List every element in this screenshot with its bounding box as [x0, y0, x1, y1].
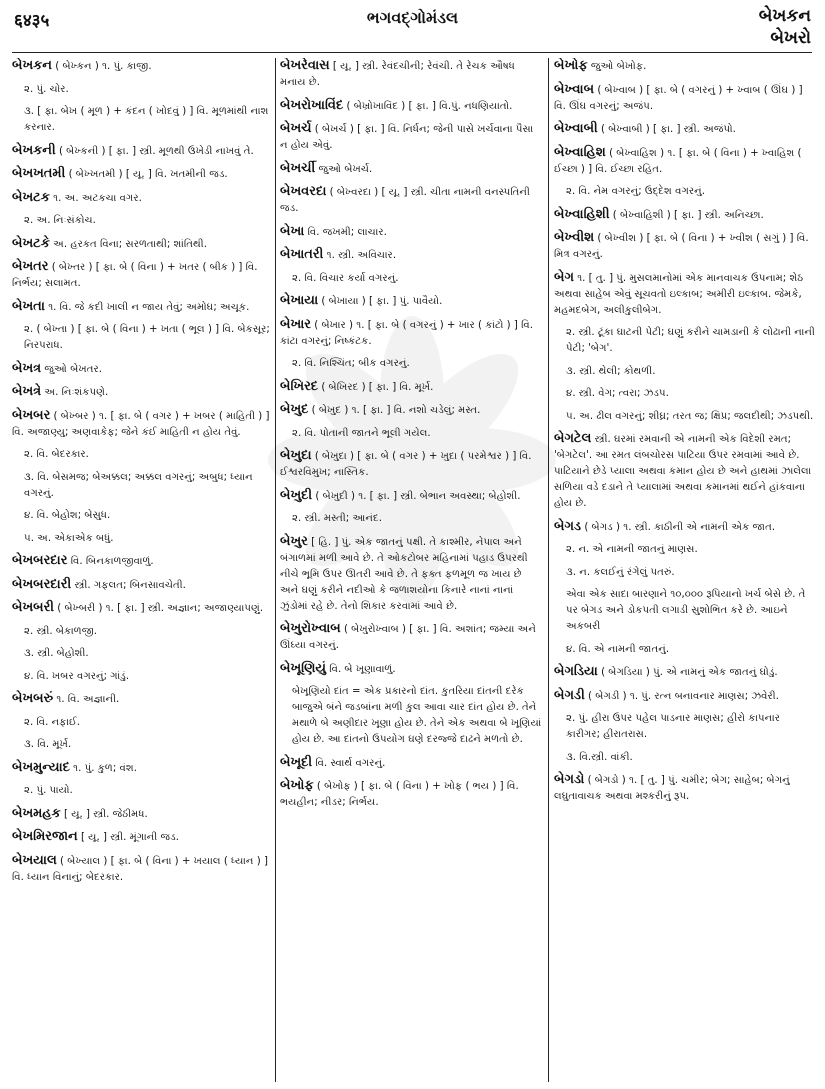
entry-definition: ૪. વિ. બેહોશ; બેસુધ. — [24, 510, 111, 521]
dictionary-entry — [12, 447, 270, 463]
dictionary-entry — [12, 104, 270, 136]
dictionary-entry — [554, 642, 816, 658]
dictionary-entry — [554, 386, 816, 402]
entry-definition: એવા એક સાદા બારણાને ૧૦,૦૦૦ રૂપિયાનો ખર્ચ બેસે છે. તે પર બેગડ અને ડોકપતી લગાડી સુશોભિત કરે છે. આઇને અકબરી — [566, 589, 806, 632]
entry-definition: ( બેખ્વીશ ) [ ફા. બે ( વિના ) + ખ્વીશ ( સગું ) ] વિ. મિત્ર વગરનું. — [554, 233, 809, 260]
entry-definition: ( બેખ્બર ) ૧. [ ફા. બે ( વગર ) + ખબર ( માહિતી ) ] વિ. અજાણ્યુ; અણવાકેફ; જેને કંઈ માહિતી ન હોય તેવું. — [12, 410, 270, 438]
dictionary-entry — [280, 224, 542, 241]
page-header — [0, 0, 825, 60]
headword: બેખ્વીશ — [554, 230, 595, 245]
dictionary-entry — [12, 166, 270, 183]
entry-definition: ૨. પું. હીરા ઉપર પહેલ પાડનાર માણસ; હીરો કાપનાર કારીગર; હીરાતરાસ. — [566, 713, 780, 740]
dictionary-entry — [12, 190, 270, 207]
entry-definition: ૨. વિ. નેમ વગરનું; ઉદ્દેશ વગરનું. — [566, 186, 705, 197]
entry-definition: ( બેગડિયા ) પું. એ નામનું એક જાતનું ઘોડું. — [601, 667, 778, 678]
headword: બેખકની — [12, 142, 56, 158]
dictionary-entry — [554, 270, 816, 319]
dictionary-entry — [554, 565, 816, 581]
entry-definition: વિ. બિનકાળજીવાળું. — [70, 556, 154, 567]
entry-definition: ૩. [ ફા. બેખ ( મૂળ ) + કંદન ( ખોદવું ) ] વિ. મૂળમાંથી નાશ કરનાર. — [24, 106, 269, 133]
dictionary-entry — [280, 511, 542, 527]
entry-definition: ( બેખુદી ) ૧. [ ફા. ] સ્ત્રી. બેભાન અવસ્થા; બેહોશી. — [315, 490, 521, 502]
entry-definition: ૨. વિ. પોતાની જાતને ભૂલી ગયેલ. — [292, 427, 431, 439]
headword: બેખરેવાસ — [280, 58, 330, 73]
dictionary-entry — [280, 778, 542, 811]
entry-definition: ( બેખુદ ) ૧. [ ફા. ] વિ. નશો ચડેલું; મસ્ત. — [311, 405, 481, 416]
dictionary-entry — [554, 58, 816, 75]
entry-definition: ( બેખ્તર ) [ ફા. બે ( વિના ) + ખતર ( બીક ) ] વિ. નિર્ભય; સલામત. — [12, 262, 258, 289]
headword: બેખબરદારી — [12, 576, 72, 592]
entry-definition: ( બેખ્વાબ ) [ ફા. બે ( વગરનું ) + ખ્વાબ ( ઊંઘ ) ] વિ. ઊંઘ વગરનું; અજંપ. — [554, 84, 803, 112]
entry-definition: બેખૂણિયો દાંત = એક પ્રકારનો દાંત. કુતરિયા દાંતની દરેક બાજુએ બંને જડબાંના મળી કુલ આવા ચાર દાંત હોય છે. તેને મથાળે બે અણીદાર ખૂણા હોય છે. તેને એક અથવા બે ખૂણિયાં હોય છે. આ દાંતનો ઉપયોગ ઘણે દરજ્જે દાઢને મળતો છે. — [292, 686, 542, 745]
entry-definition: ( બેખ્વાહિશ ) ૧. [ ફા. બે ( વિના ) + ખ્વાહિશ ( ઈચ્છા ) ] વિ. ઈચ્છા રહિત. — [554, 147, 802, 175]
headword: બેખૂદી — [280, 754, 313, 770]
entry-definition: ૩. વિ. મૂર્ખ. — [24, 739, 72, 750]
entry-definition: [ હિ. ] પું. એક જાતનું પક્ષી. તે કાશ્મીર, નેપાલ અને બંગાળમાં મળી આવે છે. તે ઓકટોબર મહિનામાં પહાડ ઉપરથી નીચે ભૂમિ ઉપર ઊતરી આવે છે. તે ફક્ત ફળમૂળ જ ખાય છે અને ઘણું કરીને નદીઓ કે જળાશયોના કિનારે નાનાં નાનાં ઝુંડોમાં રહે છે. તેનો શિકાર કરવામાં આવે છે. — [280, 536, 528, 612]
column-3 — [554, 58, 816, 1084]
entry-definition: ( બેખુદા ) [ ફા. બે ( વગર ) + ખુદા ( પરમેશ્વર ) ] વિ. ઈશ્વરવિમુખ; નાસ્તિક. — [280, 451, 532, 478]
dictionary-entry — [12, 691, 270, 708]
dictionary-entry — [280, 317, 542, 350]
headword: બેગડિયા — [554, 664, 598, 679]
entry-definition: ૨. સ્ત્રી. મસ્તી; આનંદ. — [292, 513, 382, 524]
dictionary-entry — [280, 488, 542, 505]
dictionary-entry — [280, 58, 542, 91]
entry-definition: ૧. પું. કુળ; વંશ. — [73, 762, 137, 774]
dictionary-entry — [554, 664, 816, 681]
entry-definition: [ યૂ. ] સ્ત્રી. જેઠીમધ. — [63, 808, 148, 820]
headword: બેખાતરી — [280, 247, 324, 262]
dictionary-entry — [12, 259, 270, 292]
entry-definition: ( બેખિરદ ) [ ફા. ] વિ. મૂર્ખ. — [321, 381, 434, 393]
dictionary-entry — [12, 829, 270, 846]
dictionary-entry — [12, 760, 270, 777]
dictionary-entry — [12, 783, 270, 799]
dictionary-entry — [554, 230, 816, 263]
dictionary-entry — [554, 145, 816, 178]
dictionary-entry — [12, 299, 270, 316]
entry-definition: વિ. જખમી; લાચાર. — [307, 226, 387, 238]
entry-definition: ૧. વિ. અજ્ઞાની. — [56, 694, 120, 705]
headword: બેખ્વાબ — [554, 81, 595, 97]
headword: બેગડો — [554, 772, 585, 787]
headword: બેગડી — [554, 687, 585, 703]
dictionary-entry — [280, 621, 542, 654]
column-1 — [12, 58, 270, 1084]
dictionary-entry — [12, 853, 270, 886]
headword: બેખર્ચ — [280, 121, 312, 136]
entry-definition: ૧. વિ. જે કદી ખાલી ન જાય તેવું; અમોઘ; અચૂક. — [48, 301, 250, 313]
entry-definition: ( બેખાર ) ૧. [ ફા. બે ( વગરનું ) + ખાર ( કાંટો ) ] વિ. કાંટા વગરનું; નિષ્કંટક. — [280, 319, 533, 347]
dictionary-entry — [12, 236, 270, 253]
headword: બેખાર — [280, 316, 312, 332]
entry-definition: ૫. અ. ઢીલ વગરનું; શીઘ્ર; તરત જ; ક્ષિપ્ર; જલદીથી; ઝડપથી. — [566, 410, 814, 422]
entry-definition: ( બેખ્વરદા ) [ યૂ. ] સ્ત્રી. ચીતા નામની વનસ્પતિની જડ. — [280, 187, 530, 214]
entry-definition: ( બેખાયા ) [ ફા. ] પું. પાવૈયો. — [321, 296, 443, 307]
dictionary-entry — [280, 121, 542, 154]
dictionary-entry — [280, 379, 542, 396]
dictionary-entry — [12, 384, 270, 401]
entry-definition: ૩. ન. કલઈનું રંગેલું પતરું. — [566, 566, 675, 578]
headword: બેખખતમી — [12, 166, 66, 181]
entry-definition: ૪. વિ. ખબર વગરનું; ગાંડું. — [24, 670, 130, 682]
entry-definition: ૨. ન. એ નામની જાતનું માણસ. — [566, 544, 698, 555]
entry-definition: ૨. સ્ત્રી. બેકાળજી. — [24, 625, 98, 637]
entry-definition: [ યૂ. ] સ્ત્રી. મૂંગાની જડ. — [80, 832, 179, 843]
dictionary-entry — [12, 806, 270, 823]
dictionary-entry — [12, 624, 270, 640]
guide-word-last: બેખરો — [770, 28, 811, 48]
headword: બેખા — [280, 223, 305, 239]
dictionary-entry — [12, 553, 270, 570]
dictionary-entry — [554, 711, 816, 743]
entry-definition: ( બેખ્વાબી ) [ ફા. ] સ્ત્રી. અજંપો. — [601, 124, 736, 135]
entry-definition: અ. હરકત વિના; સરળતાથી; શાંતિથી. — [53, 238, 207, 250]
dictionary-entry — [554, 587, 816, 635]
entry-definition: જુઓ બેખોફ. — [590, 61, 647, 72]
dictionary-entry — [12, 737, 270, 753]
dictionary-entry — [554, 409, 816, 425]
headword: બેખકન — [12, 58, 52, 73]
dictionary-entry — [280, 448, 542, 481]
dictionary-entry — [280, 98, 542, 115]
dictionary-entry — [280, 661, 542, 678]
headword: બેખવરદા — [280, 184, 327, 199]
dictionary-entry — [12, 669, 270, 685]
headword: બેખટકે — [12, 235, 50, 251]
dictionary-entry — [554, 431, 816, 512]
entry-definition: ૨. અ. નિઃસંકોચ. — [24, 215, 96, 226]
headword: બેખરોખાવિંદ — [280, 97, 344, 113]
headword: બેગટેલ — [554, 431, 592, 446]
dictionary-entry — [280, 534, 542, 615]
dictionary-entry — [12, 322, 270, 354]
entry-definition: સ્ત્રી. ગફલત; બિનસાવચેતી. — [74, 579, 186, 591]
entry-definition: [ યૂ. ] સ્ત્રી. રેવંદચીની; રેવંચી. તે રેચક ઔષધ મનાય છે. — [280, 61, 515, 88]
entry-definition: ૨. પું. ચોર. — [24, 83, 69, 95]
entry-definition: અ. નિઃશંકપણે. — [44, 387, 109, 398]
entry-definition: ૪. સ્ત્રી. વેગ; ત્વરા; ઝડપ. — [566, 388, 669, 399]
entry-definition: ( બેખર્ચ ) [ ફા. ] વિ. નિર્ધન; જેની પાસે ખર્ચવાના પૈસા ન હોય એવું. — [280, 124, 534, 151]
headword: બેખબરું — [12, 691, 54, 706]
dictionary-entry — [280, 356, 542, 372]
entry-definition: ૩. વિ. બેસમજ; બેઅક્કલ; અક્કલ વગરનું; અબુધ; ધ્યાન વગરનું. — [24, 471, 253, 499]
entry-definition: ૨. વિ. બેદરકાર. — [24, 449, 89, 460]
entry-definition: ૧. [ તુ. ] પું. મુસલમાનોમાં એક માનવાચક ઉપનામ; શેઠ અથવા સાહેબ એવું સૂચવતો ઇલ્કાબ; અમીરી ઇલ્કાબ. જેમકે, મહમદબેગ, અલીકુલીબેગ. — [554, 272, 804, 316]
headword: બેખર્ચી — [280, 160, 316, 176]
entry-definition: ૨. વિ. નિશ્ચિંત; બીક વગરનું. — [292, 358, 410, 369]
dictionary-entry — [554, 519, 816, 536]
headword: બેખુદા — [280, 448, 312, 463]
entry-definition: ( બેખ્કન ) ૧. પું. કાજી. — [55, 61, 152, 72]
dictionary-entry — [12, 531, 270, 547]
entry-definition: જુઓ બેખર્ચ. — [318, 163, 373, 175]
headword: બેખબરદાર — [12, 553, 68, 568]
headword: બેખટક — [12, 189, 50, 205]
entry-definition: ( બેખ્કની ) [ ફા. ] સ્ત્રી. મૂળથી ઉખેડી નાખવું તે. — [58, 145, 254, 157]
dictionary-entry — [12, 577, 270, 594]
headword: બેખુર — [280, 533, 308, 549]
entry-definition: ૩. સ્ત્રી. બેહોશી. — [24, 648, 89, 659]
dictionary-entry — [12, 143, 270, 160]
dictionary-entry — [554, 207, 816, 224]
dictionary-entry — [12, 508, 270, 524]
headword: બેખોફ — [554, 58, 588, 73]
headword: બેખમુન્યાદ — [12, 759, 70, 775]
headword: બેગડ — [554, 518, 582, 534]
running-title: ભગવદ્ગોમંડલ — [366, 8, 459, 27]
headword: બેખબરી — [12, 600, 55, 615]
entry-definition: ૪. વિ. એ નામની જાતનું. — [566, 643, 670, 655]
dictionary-entry — [280, 271, 542, 287]
headword: બેખુદ — [280, 402, 309, 417]
dictionary-entry — [280, 684, 542, 748]
entry-definition: ( બેગડ ) ૧. સ્ત્રી. કાઠીની એ નામની એક જાત. — [584, 521, 776, 533]
dictionary-entry — [554, 184, 816, 200]
entry-definition: ( બેખ્રોખાવિંદ ) [ ફા. ] વિ.પું. નધણિયાતો. — [346, 100, 513, 112]
dictionary-entry — [554, 325, 816, 357]
entry-definition: ૫. અ. એકાએક બધું. — [24, 532, 114, 544]
dictionary-entry — [12, 470, 270, 502]
entry-definition: ૨. સ્ત્રી. ટૂંકા ઘાટની પેટી; ઘણું કરીને ચામડાની કે લોઢાની નાની પેટી; 'બેગ'. — [566, 327, 815, 354]
entry-definition: ૩. વિ.સ્ત્રી. વાંકી. — [566, 751, 633, 763]
dictionary-entry — [554, 688, 816, 705]
dictionary-entry — [12, 715, 270, 731]
dictionary-entry — [554, 364, 816, 380]
headword: બેખ્વાહિશ — [554, 144, 606, 160]
entry-definition: ૩. સ્ત્રી. થેલી; કોથળી. — [566, 365, 656, 377]
entry-definition: ૨. પું. પાયો. — [24, 785, 73, 796]
dictionary-entry — [554, 750, 816, 766]
entry-definition: ૨. ( બેખ્તા ) [ ફા. બે ( વિના ) + ખતા ( ભૂલ ) ] વિ. બેકસૂર; નિરપરાધ. — [24, 324, 270, 351]
headword: બેખોફ — [280, 778, 314, 793]
dictionary-entry — [12, 600, 270, 617]
dictionary-entry — [280, 293, 542, 310]
entry-definition: ( બેખ્વાહિશી ) [ ફા. ] સ્ત્રી. અનિચ્છા. — [612, 209, 764, 221]
dictionary-entry — [12, 361, 270, 378]
headword: બેખત્ર — [12, 360, 42, 376]
dictionary-entry — [12, 58, 270, 75]
headword: બેખ્વાહિશી — [554, 206, 610, 222]
entry-definition: ૧. અ. અટકચા વગર. — [53, 192, 142, 204]
dictionary-entry — [280, 755, 542, 772]
entry-definition: ( બેગડો ) ૧. [ તુ. ] પું. ચમીર; બેગ; સાહેબ; બેગનું લઘુતાવાચક અથવા મશ્કરીનું રૂપ. — [554, 775, 790, 802]
headword: બેખતા — [12, 298, 45, 314]
dictionary-entry — [280, 426, 542, 442]
dictionary-entry — [554, 121, 816, 138]
headword: બેખબર — [12, 407, 51, 423]
entry-definition: ૨. વિ. નફાઈ. — [24, 716, 81, 728]
headword: બેખાયા — [280, 293, 319, 308]
dictionary-entry — [554, 542, 816, 558]
headword: બેખિરદ — [280, 378, 319, 394]
entry-definition: ( બેખ્ખતમી ) [ યૂ. ] વિ. ખતમીની જડ. — [68, 169, 228, 180]
headword: બેખત્રે — [12, 384, 42, 399]
dictionary-entry — [280, 184, 542, 217]
entry-definition: ( બેખોફ ) [ ફા. બે ( વિના ) + ખોફ ( ભય ) ] વિ. ભયહીન; નીડર; નિર્ભય. — [280, 781, 519, 808]
guide-word-first: બેખકન — [758, 6, 811, 26]
headword: બેગ — [554, 269, 574, 285]
dictionary-entry — [12, 408, 270, 441]
headword: બેખ્વાબી — [554, 121, 598, 136]
header-rule — [12, 52, 812, 53]
entry-definition: વિ. બે ખૂણાવાળું. — [329, 663, 396, 675]
dictionary-entry — [554, 82, 816, 115]
entry-definition: જુઓ બેખતર. — [44, 363, 103, 375]
headword: બેખમહક — [12, 805, 61, 821]
dictionary-entry — [12, 82, 270, 98]
dictionary-entry — [280, 402, 542, 419]
entry-definition: ( બેખુરોખ્વાબ ) [ ફા. ] વિ. અશાંત; જમ્યા અને ઊંઘ્યા વગરનું. — [280, 624, 536, 651]
entry-definition: ( બેગડી ) ૧. પું. રત્ન બનાવનાર માણસ; ઝવેરી. — [588, 690, 779, 702]
dictionary-entry — [280, 161, 542, 178]
page-number: ६४३५ — [14, 11, 50, 31]
entry-definition: ૨. વિ. વિચાર કર્યા વગરનું. — [292, 272, 399, 284]
headword: બેખુરોખ્વાબ — [280, 621, 341, 636]
entry-definition: ( બેખ્બરી ) ૧. [ ફા. ] સ્ત્રી. અજ્ઞાન; અજાણ્યાપણું. — [57, 603, 264, 614]
headword: બેખયાલ — [12, 852, 57, 868]
dictionary-entry — [12, 213, 270, 229]
column-divider — [548, 58, 549, 1082]
dictionary-entry — [280, 247, 542, 264]
headword: બેખતર — [12, 259, 49, 274]
headword: બેખૂણિયું — [280, 660, 327, 676]
column-2 — [280, 58, 542, 1084]
entry-definition: ( બેખ્યાલ ) [ ફા. બે ( વિના ) + ખયાલ ( ધ્યાન ) ] વિ. ધ્યાન વિનાનું; બેદરકાર. — [12, 855, 268, 883]
dictionary-entry — [554, 772, 816, 805]
entry-definition: વિ. સ્વાર્થ વગરનું. — [315, 757, 386, 769]
entry-definition: સ્ત્રી. ઘરમાં રમવાની એ નામની એક વિદેશી રમત; 'બેગટેલ'. આ રમત લંબચોરસ પાટિયા ઉપર રમવામાં આવે છે. પાટિયાને છેડે પ્યાલા અથવા કમાન હોય છે અને હાથમાં ઝાલેલા સળિયા વડે દડાને તે પ્યાલામાં અથવા કમાનમાં થઈને હાંકવાના હોય છે. — [554, 434, 812, 509]
column-divider — [275, 58, 276, 1082]
headword: બેખુદી — [280, 487, 313, 503]
entry-definition: ૧. સ્ત્રી. અવિચાર. — [326, 250, 397, 261]
dictionary-entry — [12, 646, 270, 662]
dictionary-columns — [12, 58, 816, 1084]
headword: બેખમિરજાન — [12, 829, 78, 844]
